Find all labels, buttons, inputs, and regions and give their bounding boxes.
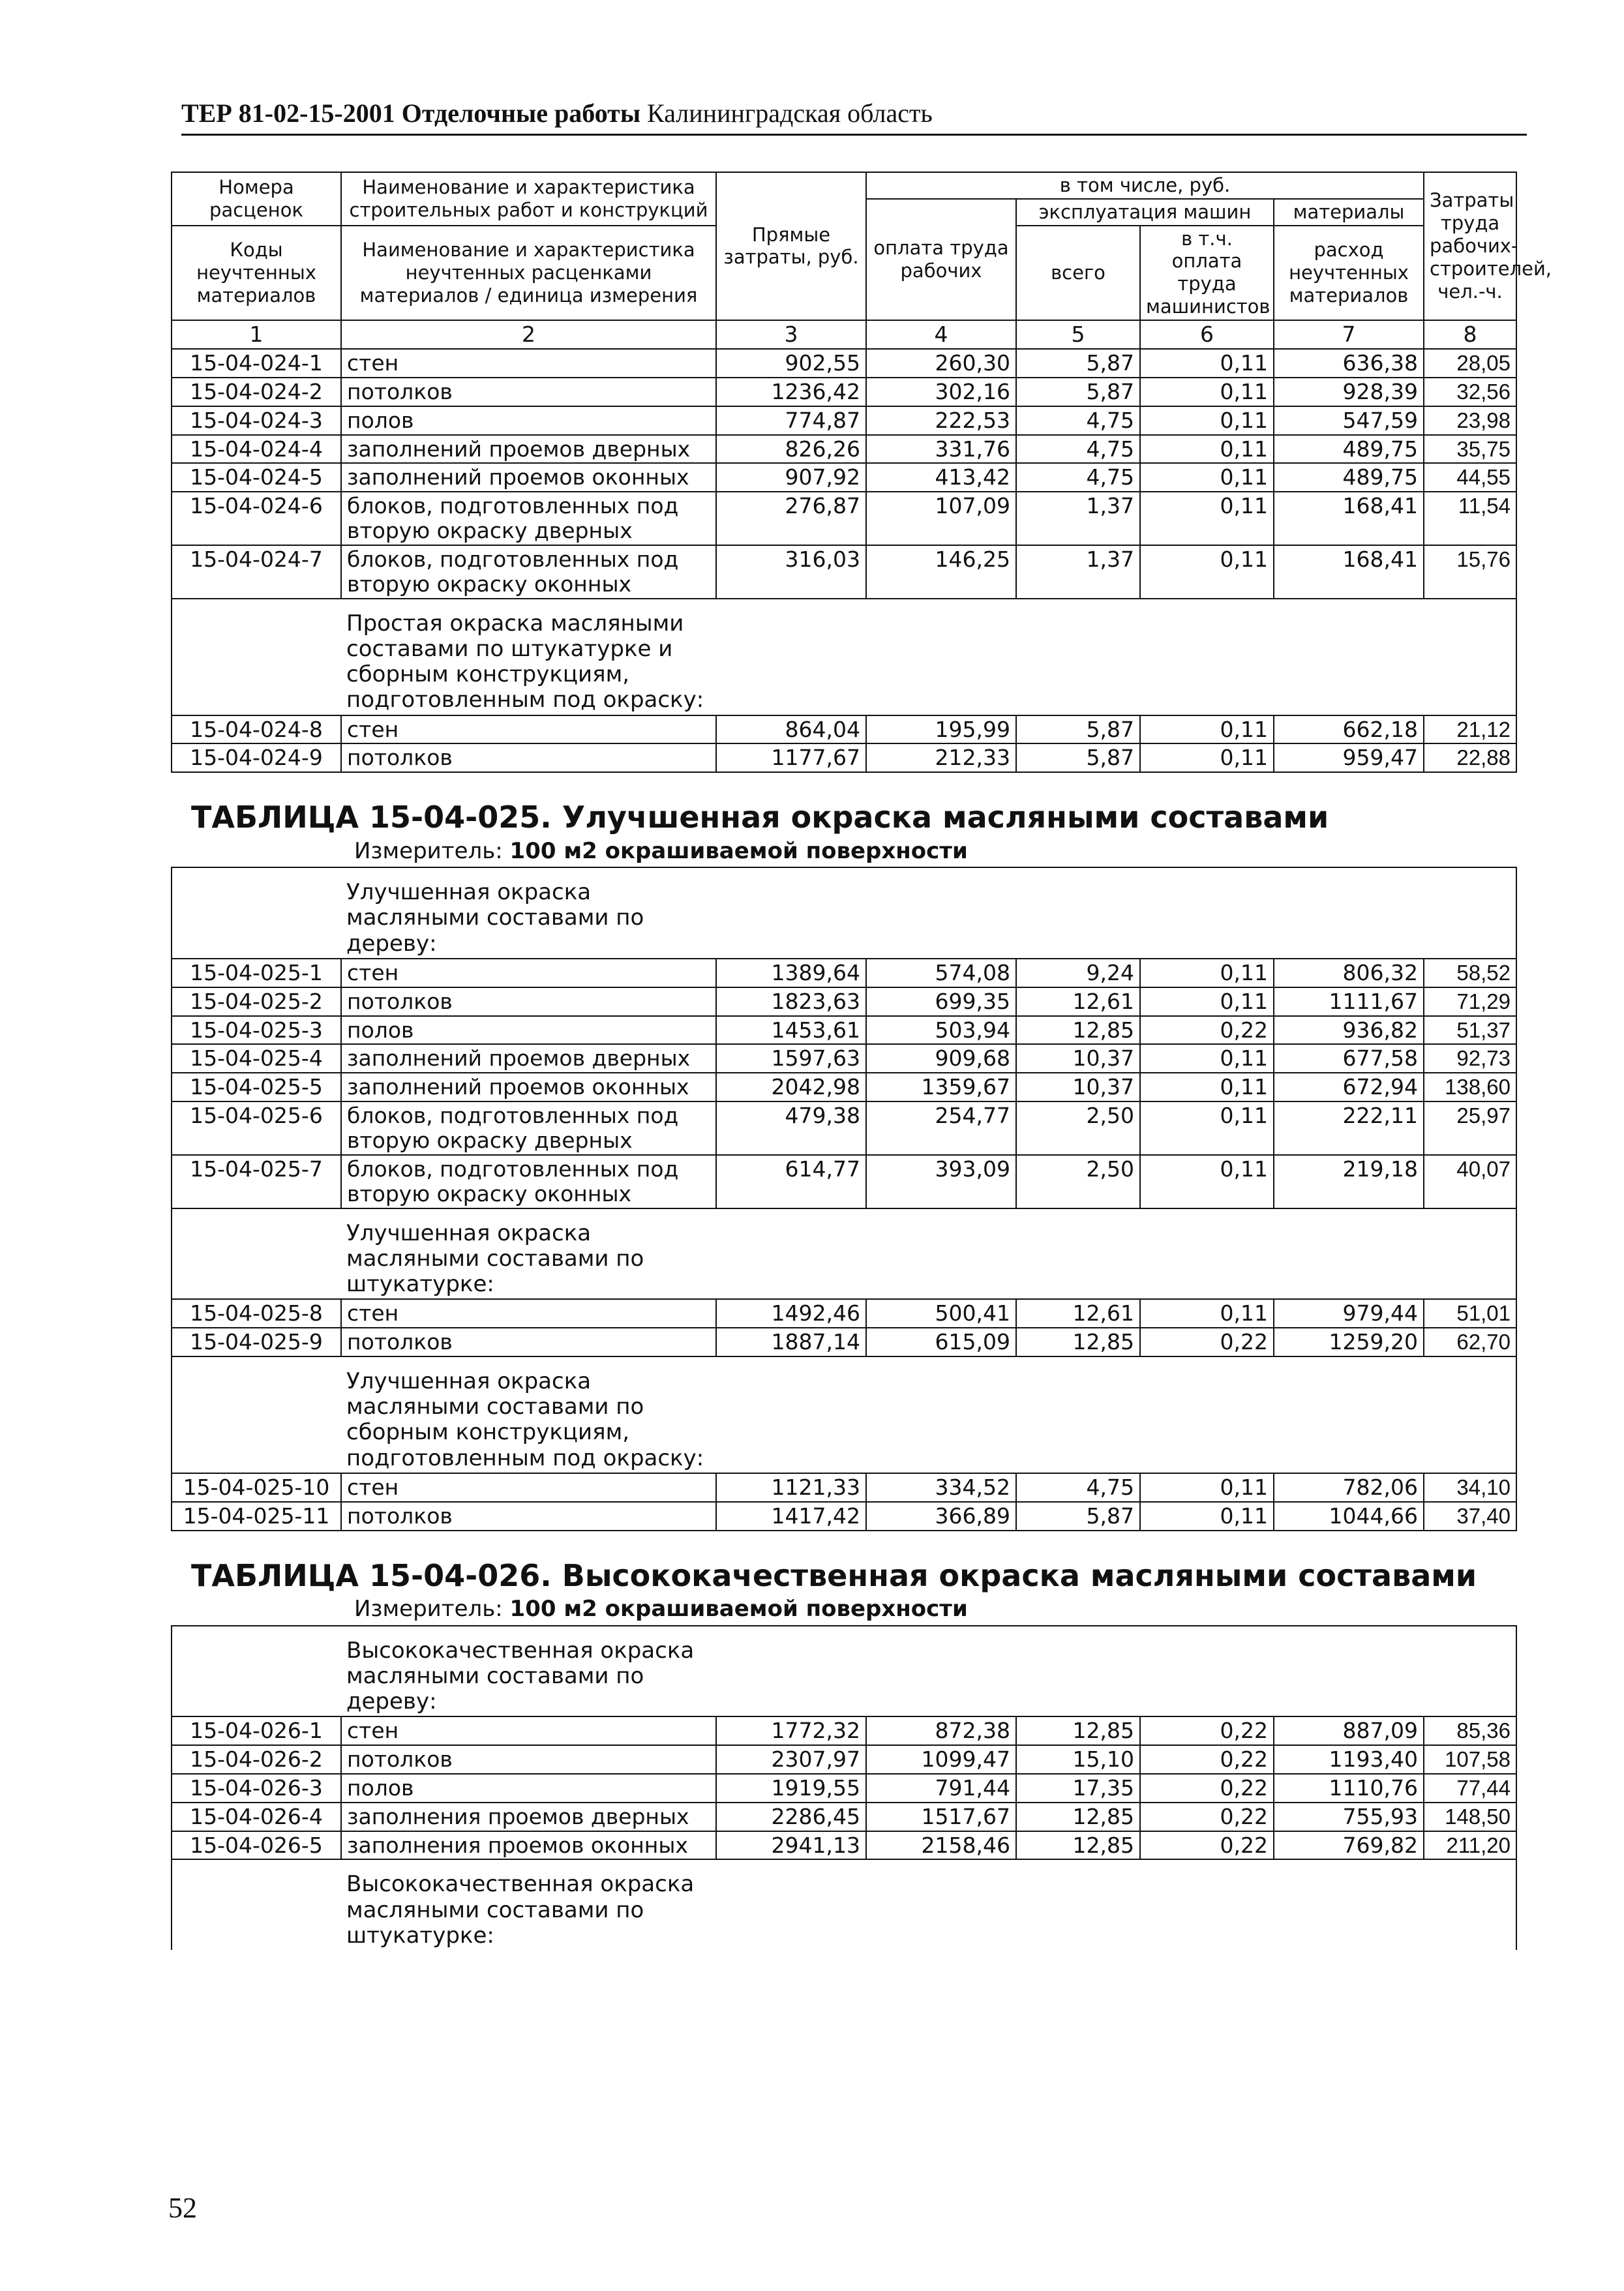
column-numbers [172,320,1516,349]
rate-code: 15-04-026-5 [172,1831,341,1860]
table-row [172,987,1516,1016]
machine-cost: 10,37 [1016,1073,1140,1101]
direct-cost: 1453,61 [716,1016,866,1045]
direct-cost: 1772,32 [716,1716,866,1745]
labor-cost: 11,54 [1424,492,1516,545]
table-title-row [172,772,1516,867]
machine-cost: 2,50 [1016,1101,1140,1155]
header-numbers: Номера расценок [172,172,341,226]
machine-cost: 4,75 [1016,406,1140,435]
table-row [172,378,1516,406]
labor-cost: 15,76 [1424,545,1516,599]
direct-cost: 1177,67 [716,743,866,772]
work-name: потолков [341,743,716,772]
machine-cost: 12,85 [1016,1016,1140,1045]
section-spacer [172,599,341,715]
col-num: 8 [1424,320,1516,349]
wage-cost: 107,09 [866,492,1016,545]
work-name: потолков [341,987,716,1016]
labor-cost: 62,70 [1424,1328,1516,1356]
rate-code: 15-04-024-8 [172,715,341,744]
machine-cost: 9,24 [1016,959,1140,987]
labor-cost: 148,50 [1424,1803,1516,1831]
section-title: Высококачественная окраска масляными составами по дереву: [341,1626,716,1716]
wage-cost: 615,09 [866,1328,1016,1356]
machinist-wage: 0,11 [1140,406,1274,435]
wage-cost: 574,08 [866,959,1016,987]
work-name: стен [341,959,716,987]
labor-cost: 51,01 [1424,1299,1516,1328]
material-cost: 547,59 [1274,406,1424,435]
section-title: Улучшенная окраска масляными составами по дереву: [341,867,716,958]
rate-code: 15-04-026-1 [172,1716,341,1745]
work-name: стен [341,1473,716,1502]
wage-cost: 222,53 [866,406,1016,435]
rate-code: 15-04-024-4 [172,435,341,464]
rate-code: 15-04-025-10 [172,1473,341,1502]
rate-code: 15-04-024-7 [172,545,341,599]
machinist-wage: 0,11 [1140,715,1274,744]
section-row [172,1859,1516,1949]
section-title: Улучшенная окраска масляными составами по штукатурке: [341,1208,716,1299]
machinist-wage: 0,11 [1140,1155,1274,1208]
section-title: Высококачественная окраска масляными составами по штукатурке: [341,1859,716,1949]
col-num: 1 [172,320,341,349]
table-row [172,492,1516,545]
section-row [172,599,1516,715]
wage-cost: 331,76 [866,435,1016,464]
machinist-wage: 0,11 [1140,463,1274,492]
machine-cost: 12,85 [1016,1803,1140,1831]
machinist-wage: 0,22 [1140,1016,1274,1045]
measure-value: 100 м2 окрашиваемой поверхности [509,838,968,865]
work-name: заполнения проемов дверных [341,1803,716,1831]
col-num: 3 [716,320,866,349]
material-cost: 662,18 [1274,715,1424,744]
wage-cost: 212,33 [866,743,1016,772]
machinist-wage: 0,11 [1140,743,1274,772]
rate-code: 15-04-025-5 [172,1073,341,1101]
material-cost: 1044,66 [1274,1502,1424,1531]
direct-cost: 1887,14 [716,1328,866,1356]
direct-cost: 826,26 [716,435,866,464]
material-cost: 979,44 [1274,1299,1424,1328]
material-cost: 1259,20 [1274,1328,1424,1356]
machinist-wage: 0,11 [1140,1044,1274,1073]
machine-cost: 12,61 [1016,987,1140,1016]
machinist-wage: 0,22 [1140,1803,1274,1831]
machinist-wage: 0,11 [1140,987,1274,1016]
wage-cost: 334,52 [866,1473,1016,1502]
direct-cost: 2307,97 [716,1745,866,1774]
work-name: потолков [341,1502,716,1531]
labor-cost: 32,56 [1424,378,1516,406]
direct-cost: 276,87 [716,492,866,545]
table-title-cell [172,772,1516,867]
direct-cost: 1121,33 [716,1473,866,1502]
rates-table [171,172,1552,1950]
work-name: стен [341,349,716,378]
table-row [172,435,1516,464]
labor-cost: 23,98 [1424,406,1516,435]
work-name: потолков [341,1328,716,1356]
work-name: потолков [341,1745,716,1774]
machinist-wage: 0,11 [1140,1473,1274,1502]
rate-code: 15-04-026-4 [172,1803,341,1831]
labor-cost: 77,44 [1424,1774,1516,1803]
rate-code: 15-04-024-5 [172,463,341,492]
direct-cost: 864,04 [716,715,866,744]
table-row [172,959,1516,987]
wage-cost: 146,25 [866,545,1016,599]
direct-cost: 2042,98 [716,1073,866,1101]
table-row [172,1101,1516,1155]
table-title-row [172,1531,1516,1626]
section-row [172,1208,1516,1299]
measure-value: 100 м2 окрашиваемой поверхности [509,1596,968,1623]
wage-cost: 393,09 [866,1155,1016,1208]
material-cost: 489,75 [1274,435,1424,464]
material-cost: 1111,67 [1274,987,1424,1016]
machinist-wage: 0,11 [1140,1073,1274,1101]
header-row [172,172,1516,199]
machinist-wage: 0,11 [1140,545,1274,599]
labor-cost: 25,97 [1424,1101,1516,1155]
wage-cost: 503,94 [866,1016,1016,1045]
rate-code: 15-04-026-3 [172,1774,341,1803]
work-name: заполнений проемов оконных [341,463,716,492]
machinist-wage: 0,11 [1140,1299,1274,1328]
table-title-cell [172,1531,1516,1626]
rate-code: 15-04-024-2 [172,378,341,406]
section-spacer [716,1859,1516,1949]
work-name: стен [341,715,716,744]
machinist-wage: 0,22 [1140,1328,1274,1356]
table-row [172,1774,1516,1803]
labor-cost: 22,88 [1424,743,1516,772]
header-incl-wage: в т.ч. оплата труда машинистов [1140,226,1274,320]
header-mat-use: расход неучтенных материалов [1274,226,1424,320]
header-direct: Прямые затраты, руб. [716,172,866,320]
table-row [172,1803,1516,1831]
labor-cost: 58,52 [1424,959,1516,987]
header-machines: эксплуатация машин [1016,199,1274,226]
work-name: заполнений проемов дверных [341,435,716,464]
section-spacer [716,599,1516,715]
table-row [172,1299,1516,1328]
machine-cost: 17,35 [1016,1774,1140,1803]
labor-cost: 85,36 [1424,1716,1516,1745]
header-name2: Наименование и характеристика неучтенных расценками материалов / единица измерения [341,226,716,320]
table-row [172,1328,1516,1356]
table-title: ТАБЛИЦА 15-04-025. Улучшенная окраска масляными составами [191,800,1329,835]
section-row [172,1626,1516,1716]
measure [172,1593,1516,1625]
col-num: 7 [1274,320,1424,349]
labor-cost: 28,05 [1424,349,1516,378]
machine-cost: 5,87 [1016,1502,1140,1531]
labor-cost: 35,75 [1424,435,1516,464]
table-row [172,349,1516,378]
material-cost: 677,58 [1274,1044,1424,1073]
labor-cost: 138,60 [1424,1073,1516,1101]
section-spacer [172,1208,341,1299]
wage-cost: 1099,47 [866,1745,1016,1774]
material-cost: 928,39 [1274,378,1424,406]
machine-cost: 12,85 [1016,1831,1140,1860]
section-spacer [172,1859,341,1949]
table-row [172,1073,1516,1101]
material-cost: 1110,76 [1274,1774,1424,1803]
section-row [172,1356,1516,1473]
table-row [172,1745,1516,1774]
machinist-wage: 0,11 [1140,1101,1274,1155]
section-spacer [172,867,341,958]
direct-cost: 2941,13 [716,1831,866,1860]
machine-cost: 1,37 [1016,545,1140,599]
work-name: блоков, подготовленных под вторую окраску оконных [341,545,716,599]
labor-cost: 71,29 [1424,987,1516,1016]
direct-cost: 1417,42 [716,1502,866,1531]
work-name: полов [341,1016,716,1045]
table-row [172,1155,1516,1208]
header-codes: Коды неучтенных материалов [172,226,341,320]
direct-cost: 902,55 [716,349,866,378]
rate-code: 15-04-025-2 [172,987,341,1016]
material-cost: 222,11 [1274,1101,1424,1155]
direct-cost: 907,92 [716,463,866,492]
section-spacer [172,1626,341,1716]
wage-cost: 791,44 [866,1774,1016,1803]
machine-cost: 12,85 [1016,1716,1140,1745]
machinist-wage: 0,11 [1140,959,1274,987]
rate-code: 15-04-025-11 [172,1502,341,1531]
work-name: полов [341,406,716,435]
machinist-wage: 0,22 [1140,1716,1274,1745]
wage-cost: 699,35 [866,987,1016,1016]
table-row [172,1831,1516,1860]
table-row [172,1716,1516,1745]
material-cost: 636,38 [1274,349,1424,378]
wage-cost: 1359,67 [866,1073,1016,1101]
rate-code: 15-04-024-1 [172,349,341,378]
machinist-wage: 0,22 [1140,1745,1274,1774]
labor-cost: 211,20 [1424,1831,1516,1860]
work-name: блоков, подготовленных под вторую окраску дверных [341,492,716,545]
direct-cost: 1919,55 [716,1774,866,1803]
machine-cost: 5,87 [1016,715,1140,744]
table-row [172,743,1516,772]
work-name: стен [341,1299,716,1328]
wage-cost: 909,68 [866,1044,1016,1073]
direct-cost: 1823,63 [716,987,866,1016]
table-row [172,1473,1516,1502]
material-cost: 755,93 [1274,1803,1424,1831]
section-spacer [172,1356,341,1473]
work-name: заполнений проемов оконных [341,1073,716,1101]
wage-cost: 872,38 [866,1716,1016,1745]
header-materials: материалы [1274,199,1424,226]
rate-code: 15-04-025-7 [172,1155,341,1208]
material-cost: 959,47 [1274,743,1424,772]
machine-cost: 1,37 [1016,492,1140,545]
col-num: 5 [1016,320,1140,349]
measure [172,835,1516,867]
wage-cost: 413,42 [866,463,1016,492]
wage-cost: 2158,46 [866,1831,1016,1860]
work-name: потолков [341,378,716,406]
material-cost: 782,06 [1274,1473,1424,1502]
machine-cost: 4,75 [1016,463,1140,492]
machine-cost: 4,75 [1016,435,1140,464]
region: Калининградская область [647,98,933,128]
material-cost: 219,18 [1274,1155,1424,1208]
labor-cost: 34,10 [1424,1473,1516,1502]
machine-cost: 15,10 [1016,1745,1140,1774]
work-name: блоков, подготовленных под вторую окраску оконных [341,1155,716,1208]
machinist-wage: 0,22 [1140,1774,1274,1803]
machine-cost: 5,87 [1016,378,1140,406]
machine-cost: 12,85 [1016,1328,1140,1356]
direct-cost: 1389,64 [716,959,866,987]
table-row [172,406,1516,435]
direct-cost: 614,77 [716,1155,866,1208]
labor-cost: 92,73 [1424,1044,1516,1073]
section-title: Улучшенная окраска масляными составами по сборным конструкциям, подготовленным под окраску: [341,1356,716,1473]
col-num: 6 [1140,320,1274,349]
table-row [172,545,1516,599]
direct-cost: 316,03 [716,545,866,599]
page-header [181,98,1527,136]
measure-label: Измеритель: [354,838,503,865]
work-name: полов [341,1774,716,1803]
material-cost: 489,75 [1274,463,1424,492]
material-cost: 168,41 [1274,545,1424,599]
wage-cost: 260,30 [866,349,1016,378]
material-cost: 672,94 [1274,1073,1424,1101]
rate-code: 15-04-024-9 [172,743,341,772]
measure-label: Измеритель: [354,1596,503,1623]
labor-cost: 40,07 [1424,1155,1516,1208]
rate-code: 15-04-024-6 [172,492,341,545]
col-num: 2 [341,320,716,349]
page-number: 52 [168,2192,197,2224]
col-num: 4 [866,320,1016,349]
direct-cost: 774,87 [716,406,866,435]
header-total: всего [1016,226,1140,320]
rate-code: 15-04-025-6 [172,1101,341,1155]
material-cost: 887,09 [1274,1716,1424,1745]
labor-cost: 107,58 [1424,1745,1516,1774]
section-row [172,867,1516,958]
machinist-wage: 0,11 [1140,1502,1274,1531]
machinist-wage: 0,11 [1140,349,1274,378]
rate-code: 15-04-025-3 [172,1016,341,1045]
table-row [172,463,1516,492]
material-cost: 1193,40 [1274,1745,1424,1774]
wage-cost: 366,89 [866,1502,1016,1531]
work-name: заполнений проемов дверных [341,1044,716,1073]
rate-code: 15-04-025-4 [172,1044,341,1073]
work-name: блоков, подготовленных под вторую окраску дверных [341,1101,716,1155]
wage-cost: 1517,67 [866,1803,1016,1831]
wage-cost: 500,41 [866,1299,1016,1328]
section-spacer [716,867,1516,958]
work-name: заполнения проемов оконных [341,1831,716,1860]
labor-cost: 21,12 [1424,715,1516,744]
direct-cost: 1597,63 [716,1044,866,1073]
material-cost: 168,41 [1274,492,1424,545]
machinist-wage: 0,22 [1140,1831,1274,1860]
wage-cost: 302,16 [866,378,1016,406]
direct-cost: 2286,45 [716,1803,866,1831]
document-code: ТЕР 81-02-15-2001 Отделочные работы [181,98,641,128]
direct-cost: 1236,42 [716,378,866,406]
header-name: Наименование и характеристика строительных работ и конструкций [341,172,716,226]
rate-code: 15-04-024-3 [172,406,341,435]
material-cost: 936,82 [1274,1016,1424,1045]
machine-cost: 5,87 [1016,349,1140,378]
labor-cost: 44,55 [1424,463,1516,492]
header-incl: в том числе, руб. [866,172,1424,199]
section-spacer [716,1626,1516,1716]
rate-code: 15-04-026-2 [172,1745,341,1774]
material-cost: 806,32 [1274,959,1424,987]
machinist-wage: 0,11 [1140,492,1274,545]
work-name: стен [341,1716,716,1745]
rate-code: 15-04-025-1 [172,959,341,987]
section-title: Простая окраска масляными составами по штукатурке и сборным конструкциям, подготовленным под окраску: [341,599,716,715]
labor-cost: 37,40 [1424,1502,1516,1531]
wage-cost: 195,99 [866,715,1016,744]
table-row [172,715,1516,744]
machine-cost: 12,61 [1016,1299,1140,1328]
labor-cost: 51,37 [1424,1016,1516,1045]
machine-cost: 5,87 [1016,743,1140,772]
wage-cost: 254,77 [866,1101,1016,1155]
direct-cost: 1492,46 [716,1299,866,1328]
table-title: ТАБЛИЦА 15-04-026. Высококачественная окраска масляными составами [191,1557,1477,1593]
machine-cost: 2,50 [1016,1155,1140,1208]
table-row [172,1016,1516,1045]
header-wage: оплата труда рабочих [866,199,1016,320]
machinist-wage: 0,11 [1140,435,1274,464]
rate-code: 15-04-025-9 [172,1328,341,1356]
rate-code: 15-04-025-8 [172,1299,341,1328]
machinist-wage: 0,11 [1140,378,1274,406]
machine-cost: 4,75 [1016,1473,1140,1502]
machine-cost: 10,37 [1016,1044,1140,1073]
table-row [172,1502,1516,1531]
material-cost: 769,82 [1274,1831,1424,1860]
header-labor: Затраты труда рабочих-строителей, чел.-ч. [1424,172,1516,320]
section-spacer [716,1208,1516,1299]
direct-cost: 479,38 [716,1101,866,1155]
table-row [172,1044,1516,1073]
section-spacer [716,1356,1516,1473]
